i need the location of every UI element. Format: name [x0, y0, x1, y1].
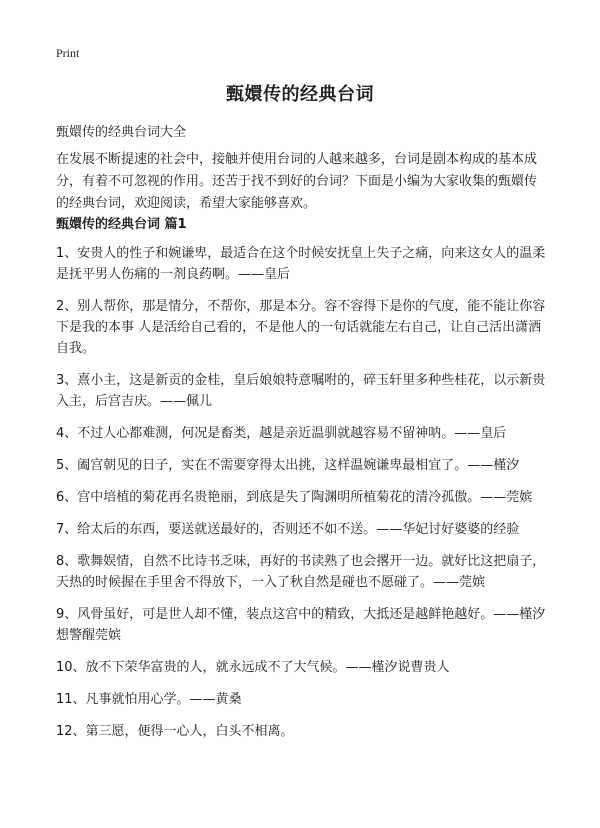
- quote-item: 1、安贵人的性子和婉谦卑，最适合在这个时候安抚皇上失子之痛，向来这女人的温柔是抚平男人伤痛的一剂良药啊。——皇后: [56, 246, 546, 282]
- subtitle: 甄嬛传的经典台词大全: [56, 125, 187, 140]
- quote-item: 2、别人帮你，那是情分，不帮你，那是本分。容不容得下是你的气度，能不能让你容下是我的本事 人是活给自己看的，不是他人的一句话就能左右自己，让自己活出潇洒自我。: [56, 299, 546, 356]
- quote-list: [56, 243, 548, 753]
- quote-item: 3、熹小主，这是新贡的金桂，皇后娘娘特意嘱咐的，碎玉轩里多种些桂花，以示新贵入主，后宫吉庆。——佩儿: [56, 373, 546, 409]
- quote-item: 6、宫中培植的菊花再名贵艳丽，到底是失了陶渊明所植菊花的清冷孤傲。——莞嫔: [56, 490, 533, 505]
- section-heading: 甄嬛传的经典台词 篇1: [56, 217, 187, 232]
- quote-item: 10、放不下荣华富贵的人，就永远成不了大气候。——槿汐说曹贵人: [56, 660, 450, 675]
- intro-paragraph: 在发展不断提速的社会中，接触并使用台词的人越来越多，台词是剧本构成的基本成分，有着不可忽视的作用。还苦于找不到好的台词？下面是小编为大家收集的甄嬛传的经典台词，欢迎阅读，希望大家能够喜欢。: [56, 152, 538, 211]
- quote-item: 11、凡事就怕用心学。——黄桑: [56, 692, 242, 707]
- quote-item: 7、给太后的东西，要送就送最好的，否则还不如不送。——华妃讨好婆婆的经验: [56, 522, 520, 537]
- quote-item: 12、第三愿，便得一心人，白头不相离。: [56, 724, 294, 739]
- page-title: 甄嬛传的经典台词: [226, 84, 374, 105]
- print-link[interactable]: Print: [56, 46, 80, 60]
- quote-item: 9、风骨虽好，可是世人却不懂，装点这宫中的精致，大抵还是越鲜艳越好。——槿汐想警醒莞嫔: [56, 607, 546, 643]
- quote-item: 8、歌舞娱情，自然不比诗书乏味，再好的书读熟了也会撂开一边。就好比这把扇子，天热的时候握在手里舍不得放下，一入了秋自然是碰也不愿碰了。——莞嫔: [56, 554, 546, 590]
- quote-item: 5、阖宫朝见的日子，实在不需要穿得太出挑，这样温婉谦卑最相宜了。——槿汐: [56, 458, 520, 473]
- quote-item: 4、不过人心都难测，何况是畜类，越是亲近温驯就越容易不留神呐。——皇后: [56, 426, 507, 441]
